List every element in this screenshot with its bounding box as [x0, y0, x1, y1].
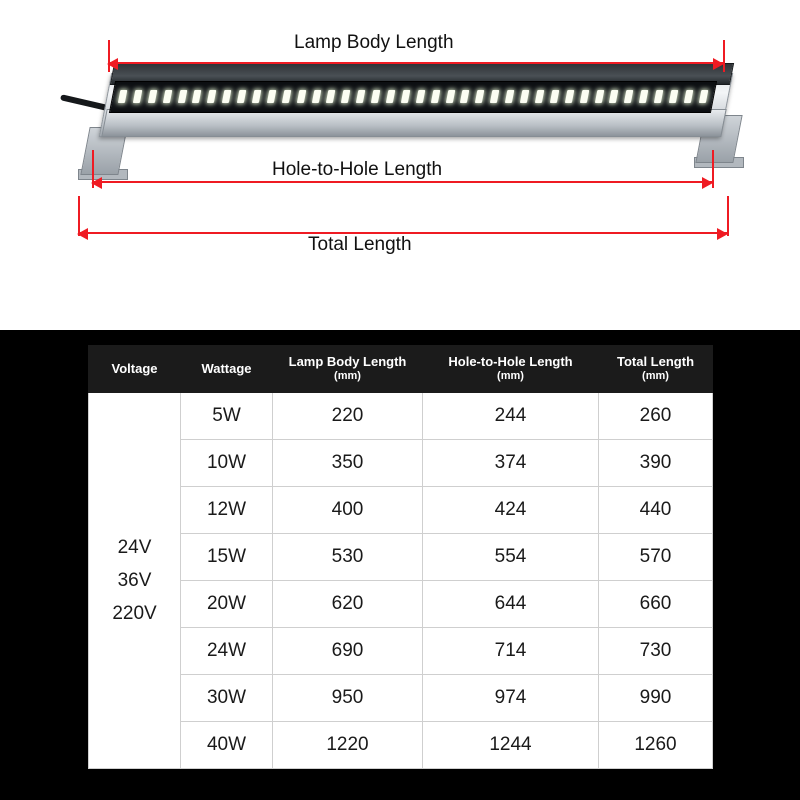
- voltage-option-0: 24V: [117, 536, 152, 558]
- cell-lamp-body-length: 690: [273, 628, 423, 675]
- column-header-hole-to-hole-length-title: Hole-to-Hole Length: [448, 354, 573, 369]
- cell-lamp-body-length: 350: [273, 440, 423, 487]
- table-row: [89, 722, 713, 769]
- cell-hole-to-hole-length: 424: [423, 487, 599, 534]
- voltage-option-1: 36V: [117, 569, 152, 591]
- cell-hole-to-hole-length: 644: [423, 581, 599, 628]
- table-row: [89, 393, 713, 440]
- cell-hole-to-hole-length: 244: [423, 393, 599, 440]
- cell-lamp-body-length: 400: [273, 487, 423, 534]
- table-row: [89, 581, 713, 628]
- column-header-lamp-body-length-title: Lamp Body Length: [288, 354, 407, 369]
- table-row: [89, 487, 713, 534]
- column-header-wattage: [181, 346, 273, 393]
- column-header-total-length-unit: (mm): [642, 370, 669, 383]
- column-header-hole-to-hole-length-unit: (mm): [497, 370, 524, 383]
- dimension-label-hole-to-hole: Hole-to-Hole Length: [262, 159, 452, 181]
- lamp-housing-lower: [101, 109, 726, 137]
- cell-total-length: 990: [599, 675, 713, 722]
- dimension-label-lamp-body: Lamp Body Length: [284, 32, 464, 54]
- cell-hole-to-hole-length: 1244: [423, 722, 599, 769]
- column-header-total-length: [599, 346, 713, 393]
- cell-wattage: 30W: [181, 675, 273, 722]
- cell-hole-to-hole-length: 554: [423, 534, 599, 581]
- specification-table: [88, 345, 713, 769]
- cell-total-length: 730: [599, 628, 713, 675]
- cell-wattage: 5W: [181, 393, 273, 440]
- cell-lamp-body-length: 220: [273, 393, 423, 440]
- cell-wattage: 12W: [181, 487, 273, 534]
- cell-total-length: 440: [599, 487, 713, 534]
- table-row: [89, 628, 713, 675]
- spec-table-wrapper: [88, 345, 712, 769]
- cell-wattage: 15W: [181, 534, 273, 581]
- led-array: [118, 89, 709, 103]
- table-header-row: [89, 346, 713, 393]
- column-header-hole-to-hole-length: [423, 346, 599, 393]
- cell-total-length: 1260: [599, 722, 713, 769]
- column-header-voltage-title: Voltage: [111, 360, 158, 376]
- cell-hole-to-hole-length: 974: [423, 675, 599, 722]
- table-row: [89, 675, 713, 722]
- column-header-total-length-title: Total Length: [616, 354, 695, 369]
- cell-lamp-body-length: 620: [273, 581, 423, 628]
- cell-wattage: 24W: [181, 628, 273, 675]
- cell-lamp-body-length: 950: [273, 675, 423, 722]
- cell-total-length: 660: [599, 581, 713, 628]
- product-diagram-panel: [0, 0, 800, 330]
- column-header-wattage-title: Wattage: [201, 360, 252, 376]
- cell-total-length: 260: [599, 393, 713, 440]
- voltage-cell: [89, 393, 181, 769]
- table-row: [89, 440, 713, 487]
- dimension-arrow-hole-to-hole: [92, 181, 712, 183]
- cell-wattage: 10W: [181, 440, 273, 487]
- dimension-label-total: Total Length: [298, 234, 422, 256]
- cell-hole-to-hole-length: 714: [423, 628, 599, 675]
- cell-hole-to-hole-length: 374: [423, 440, 599, 487]
- table-row: [89, 534, 713, 581]
- lamp-led-face: [109, 81, 717, 113]
- voltage-option-2: 220V: [112, 603, 157, 625]
- cell-wattage: 20W: [181, 581, 273, 628]
- cell-wattage: 40W: [181, 722, 273, 769]
- cell-lamp-body-length: 1220: [273, 722, 423, 769]
- column-header-voltage: [89, 346, 181, 393]
- cell-total-length: 390: [599, 440, 713, 487]
- column-header-lamp-body-length: [273, 346, 423, 393]
- cell-total-length: 570: [599, 534, 713, 581]
- cell-lamp-body-length: 530: [273, 534, 423, 581]
- column-header-lamp-body-length-unit: (mm): [334, 370, 361, 383]
- dimension-arrow-lamp-body: [108, 62, 723, 64]
